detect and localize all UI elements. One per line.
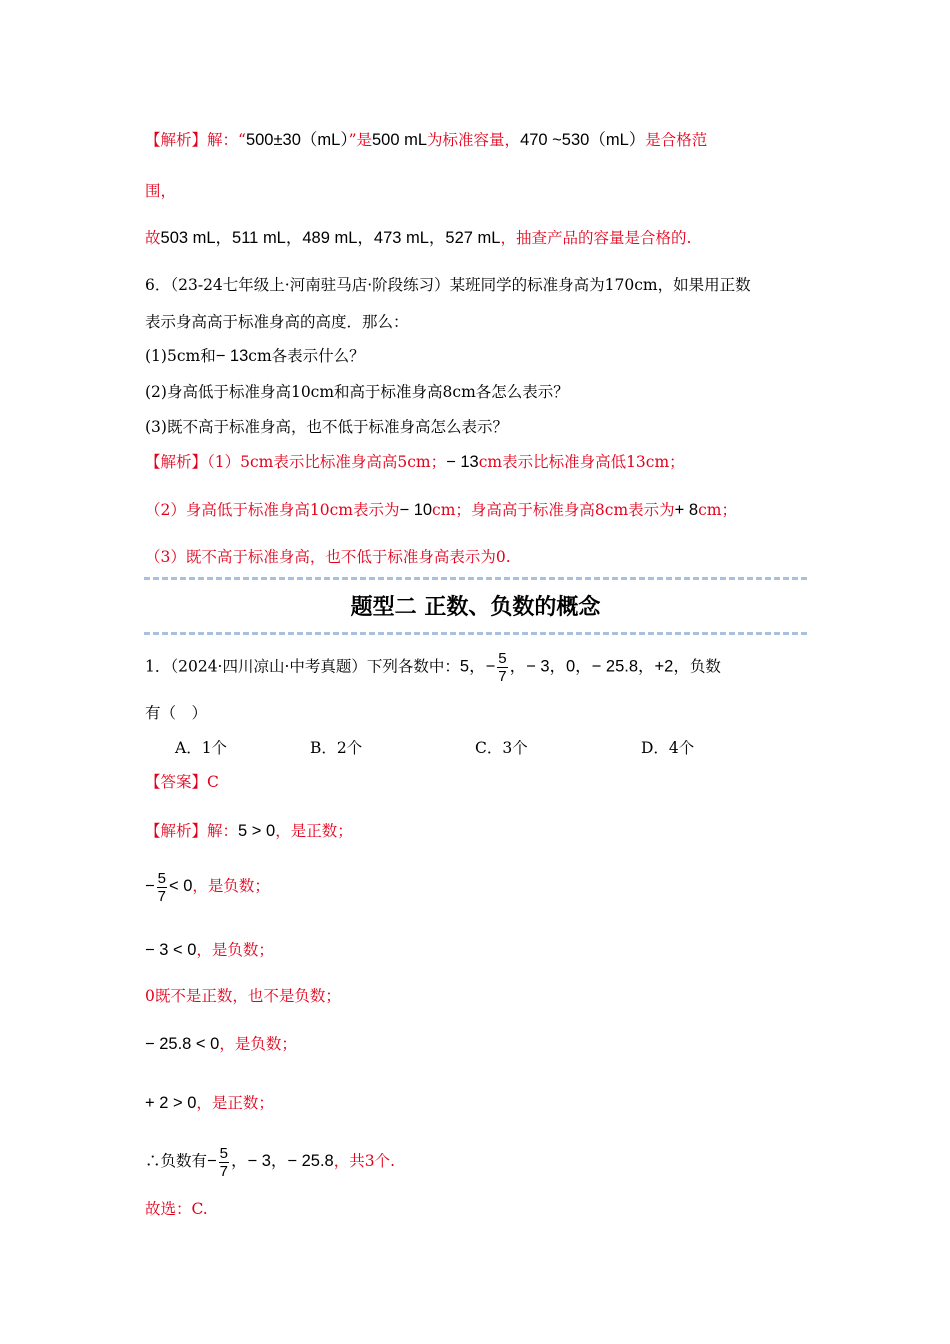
q6-answer2: （2）身高低于标准身高10cm表示为− 10cm；身高高于标准身高8cm表示为+ 8cm； [145,501,737,519]
q5-analysis-line2: 围， [145,182,177,200]
q6-answer1: 【解析】（1）5cm表示比标准身高高5cm；− 13cm表示比标准身高低13cm； [145,453,685,471]
q1-stem-line1: 1．（2024·四川凉山·中考真题）下列各数中：5，− $\frac{5}{7}$ ，− 3，0，− 25.8，+2，负数 [145,650,721,685]
option-b: B．2个 [310,739,363,757]
section-divider-top [144,577,807,580]
q6-sub1: (1)5cm和− 13cm各表示什么？ [145,347,365,365]
q1-stem-line2: 有（ ） [145,704,208,722]
fraction-five-sevenths: $\frac{5}{7}$ [157,869,166,905]
analysis-tag: 【解析】 [145,822,208,840]
q1-solution-line3: − 3 < 0，是负数； [145,941,274,959]
q5-analysis-line3: 故503 mL，511 mL，489 mL，473 mL，527 mL，抽查产品的容量是合格的. [145,229,692,247]
q1-options [145,737,808,759]
q1-solution-line5: − 25.8 < 0，是负数； [145,1035,297,1053]
analysis-tag: 【解析】 [145,131,208,149]
fraction-five-sevenths: $\frac{5}{7}$ [219,1144,228,1180]
q6-answer3: （3）既不高于标准身高，也不低于标准身高表示为0. [145,548,511,566]
q1-solution-line2: − $\frac{5}{7}$ < 0，是负数； [145,869,270,905]
q1-solution-line7: ∴负数有− $\frac{5}{7}$ ，− 3，− 25.8，共3个. [145,1144,396,1180]
option-a: A．1个 [175,739,228,757]
q6-stem-line2: 表示身高高于标准身高的高度．那么： [145,313,409,331]
q6-sub3: (3)既不高于标准身高，也不低于标准身高怎么表示？ [145,418,508,436]
fraction-five-sevenths: $\frac{5}{7}$ [498,650,507,685]
q6-sub2: (2)身高低于标准身高10cm和高于标准身高8cm各怎么表示？ [145,383,569,401]
option-c: C．3个 [475,739,528,757]
analysis-tag: 【解析】 [145,453,208,471]
section-divider-bottom [144,632,807,635]
q1-answer: 【答案】C [145,773,219,791]
q1-solution-line6: + 2 > 0，是正数； [145,1094,274,1112]
q1-solution-line4: 0既不是正数，也不是负数； [145,987,341,1005]
option-d: D．4个 [641,739,695,757]
q1-solution-line1: 【解析】解：5 > 0，是正数； [145,822,353,840]
section-title: 题型二 正数、负数的概念 [350,595,601,620]
q6-stem-line1: 6．（23-24七年级上·河南驻马店·阶段练习）某班同学的标准身高为170cm，如果用正数 [145,276,751,294]
q5-analysis-line1: 【解析】解：“500±30（mL）”是500 mL为标准容量，470 ~530（mL）是合格范 [145,131,708,149]
q1-solution-line8: 故选：C. [145,1200,208,1218]
